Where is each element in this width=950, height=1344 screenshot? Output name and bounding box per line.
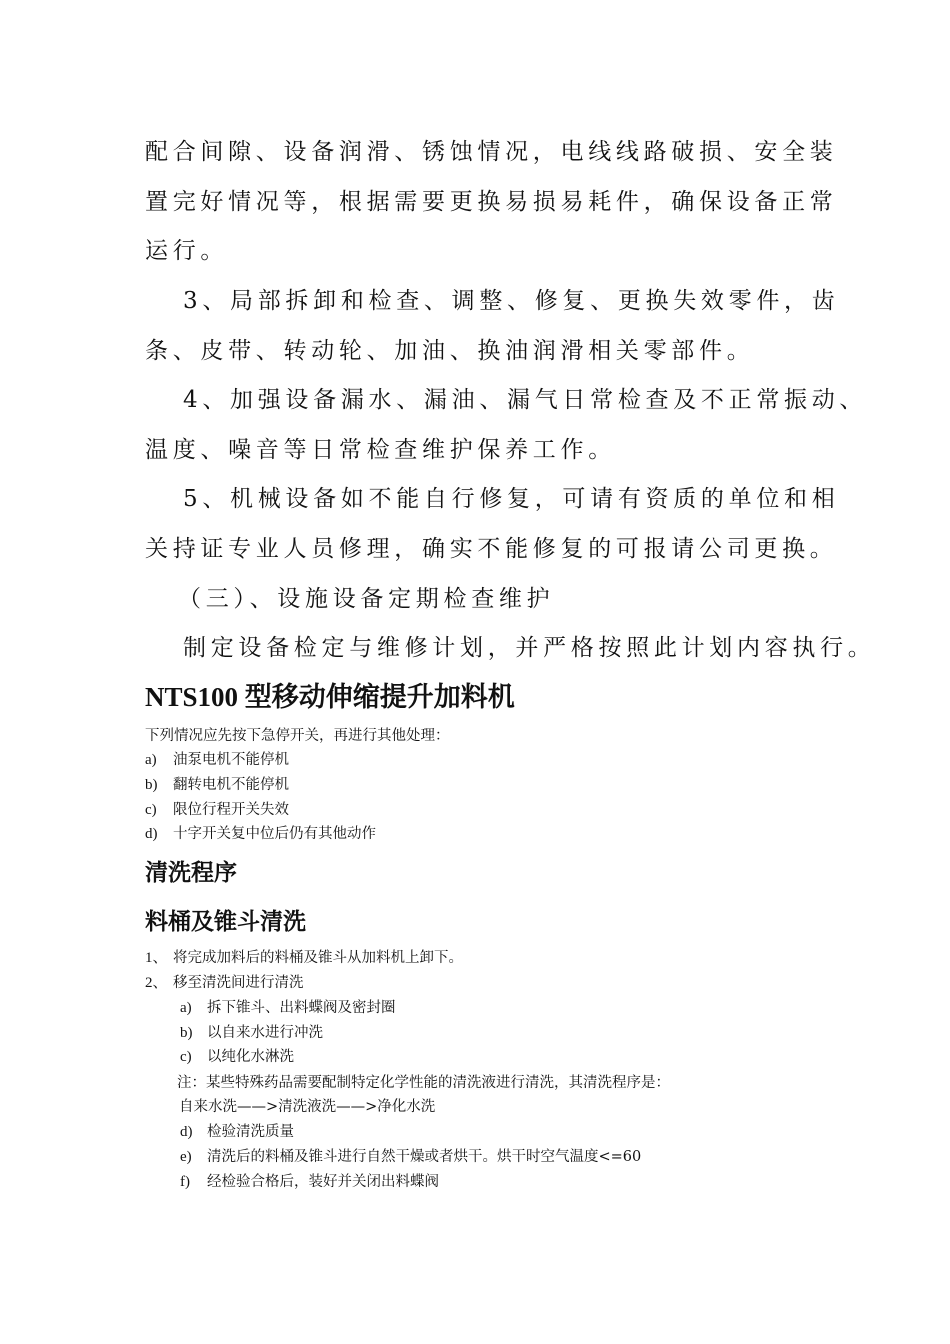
intro-text: 下列情况应先按下急停开关，再进行其他处理：: [145, 728, 450, 744]
list-marker: b): [145, 777, 158, 793]
substep-marker: e): [180, 1149, 192, 1165]
substep-marker: d): [180, 1124, 193, 1140]
paragraph-line: 5、机械设备如不能自行修复，可请有资质的单位和相: [183, 486, 840, 512]
step-marker: 1、: [145, 950, 168, 966]
note-text: 注：某些特殊药品需要配制特定化学性能的清洗液进行清洗，其清洗程序是：: [177, 1075, 670, 1091]
paragraph-line: 条、皮带、转动轮、加油、换油润滑相关零部件。: [145, 338, 755, 364]
list-marker: d): [145, 826, 158, 842]
paragraph-line: 4、加强设备漏水、漏油、漏气日常检查及不正常振动、: [183, 387, 868, 413]
paragraph-line: 3、局部拆卸和检查、调整、修复、更换失效零件，齿: [183, 288, 840, 314]
substep-item: 拆下锥斗、出料蝶阀及密封圈: [207, 1000, 396, 1016]
list-item: 十字开关复中位后仍有其他动作: [173, 826, 376, 842]
list-item: 限位行程开关失效: [173, 802, 289, 818]
substep-marker: c): [180, 1049, 192, 1065]
substep-item: 经检验合格后，装好并关闭出料蝶阀: [207, 1174, 439, 1190]
substep-marker: a): [180, 1000, 192, 1016]
list-marker: a): [145, 752, 157, 768]
paragraph-line: 配合间隙、设备润滑、锈蚀情况，电线线路破损、安全装: [145, 139, 838, 165]
list-marker: c): [145, 802, 157, 818]
cleaning-subheading: 料桶及锥斗清洗: [145, 908, 306, 935]
machine-title: NTS100 型移动伸缩提升加料机: [145, 682, 515, 712]
substep-marker: b): [180, 1025, 193, 1041]
step-marker: 2、: [145, 975, 168, 991]
substep-item: 检验清洗质量: [207, 1124, 294, 1140]
note-flow: 自来水洗——>清洗液洗——>净化水洗: [179, 1099, 436, 1115]
list-item: 翻转电机不能停机: [173, 777, 289, 793]
paragraph-line: 关持证专业人员修理，确实不能修复的可报请公司更换。: [145, 536, 838, 562]
step-item: 移至清洗间进行清洗: [173, 975, 304, 991]
paragraph-line: 温度、噪音等日常检查维护保养工作。: [145, 437, 616, 463]
substep-item: 清洗后的料桶及锥斗进行自然干燥或者烘干。烘干时空气温度<=60: [207, 1149, 642, 1165]
substep-marker: f): [180, 1174, 190, 1190]
list-item: 油泵电机不能停机: [173, 752, 289, 768]
paragraph-line: 制定设备检定与维修计划，并严格按照此计划内容执行。: [183, 635, 876, 661]
step-item: 将完成加料后的料桶及锥斗从加料机上卸下。: [173, 950, 463, 966]
paragraph-line: 运行。: [145, 238, 229, 264]
section-heading: （三）、设施设备定期检查维护: [178, 586, 555, 612]
substep-item: 以自来水进行冲洗: [207, 1025, 323, 1041]
cleaning-heading: 清洗程序: [145, 859, 237, 886]
paragraph-line: 置完好情况等，根据需要更换易损易耗件，确保设备正常: [145, 189, 838, 215]
substep-item: 以纯化水淋洗: [207, 1049, 294, 1065]
